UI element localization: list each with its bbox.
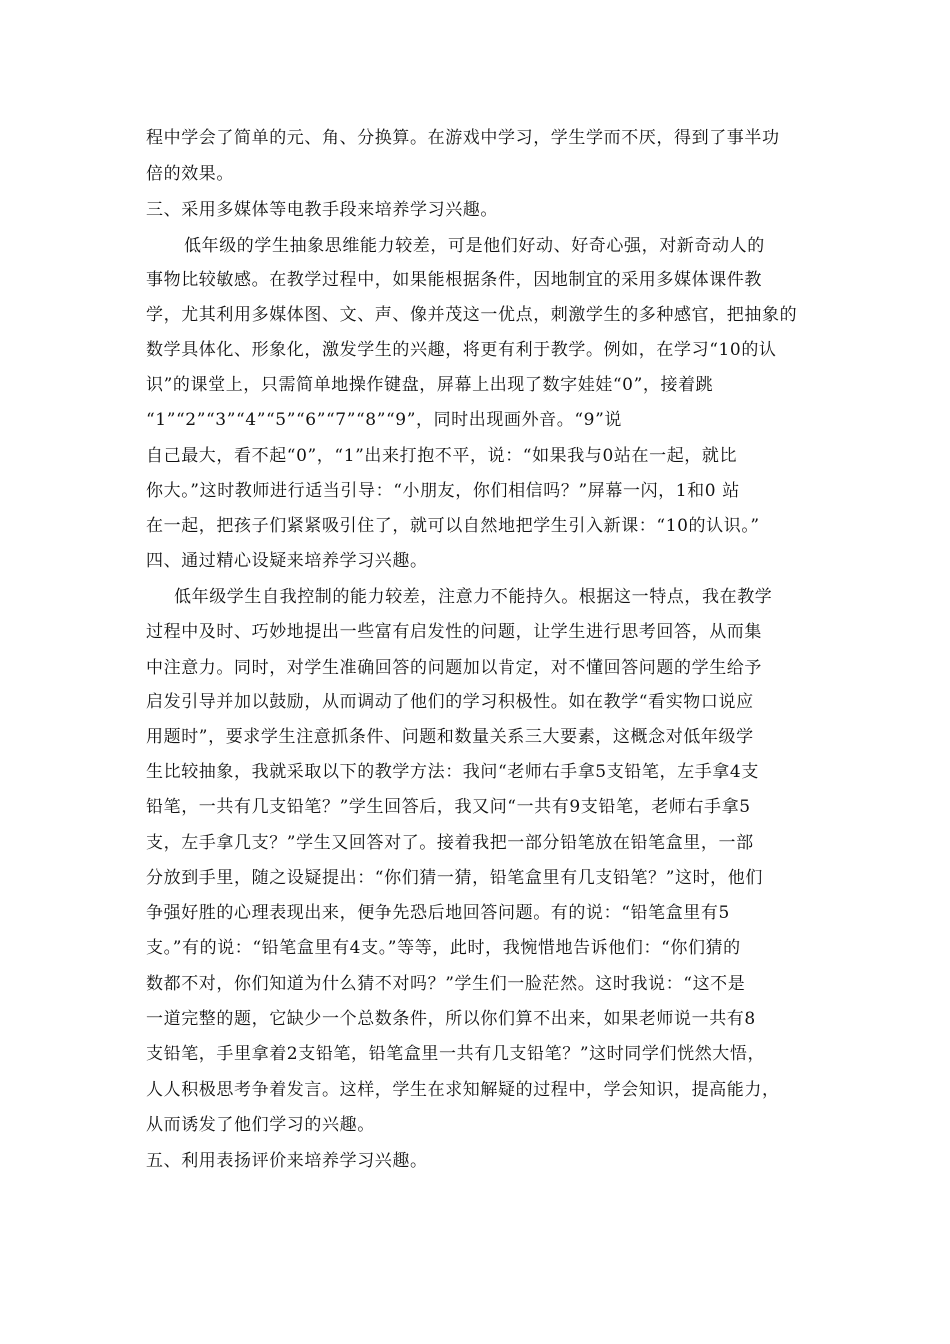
text-line: 识”的课堂上，只需简单地操作键盘，屏幕上出现了数字娃娃“0”，接着跳	[146, 375, 714, 395]
text-line: 倍的效果。	[146, 164, 234, 184]
section-heading-4: 四、通过精心设疑来培养学习兴趣。	[146, 551, 428, 571]
text-line: 从而诱发了他们学习的兴趣。	[146, 1115, 375, 1135]
text-line: 低年级学生自我控制的能力较差，注意力不能持久。根据这一特点，我在教学	[174, 587, 773, 607]
text-line: 启发引导并加以鼓励，从而调动了他们的学习积极性。如在教学“看实物口说应	[146, 692, 754, 712]
text-line: “1”“2”“3”“4”“5”“6”“7”“8”“9”，同时出现画外音。“9”说	[146, 410, 622, 430]
text-line: 铅笔，一共有几支铅笔？”学生回答后，我又问“一共有9支铅笔，老师右手拿5	[146, 797, 751, 817]
text-line: 生比较抽象，我就采取以下的教学方法：我问“老师右手拿5支铅笔，左手拿4支	[146, 762, 759, 782]
text-line: 支，左手拿几支？”学生又回答对了。接着我把一部分铅笔放在铅笔盒里，一部	[146, 833, 754, 853]
text-line: 事物比较敏感。在教学过程中，如果能根据条件，因地制宜的采用多媒体课件教	[146, 270, 762, 290]
text-line: 在一起，把孩子们紧紧吸引住了，就可以自然地把学生引入新课：“10的认识。”	[146, 516, 760, 536]
section-heading-3: 三、采用多媒体等电教手段来培养学习兴趣。	[146, 200, 498, 220]
text-line: 你大。”这时教师进行适当引导：“小朋友，你们相信吗？”屏幕一闪，1和0 站	[146, 481, 740, 501]
text-line: 人人积极思考争着发言。这样，学生在求知解疑的过程中，学会知识，提高能力，	[146, 1080, 780, 1100]
text-line: 支铅笔，手里拿着2支铅笔，铅笔盒里一共有几支铅笔？”这时同学们恍然大悟，	[146, 1044, 766, 1064]
text-line: 数学具体化、形象化，激发学生的兴趣，将更有利于教学。例如，在学习“10的认	[146, 340, 777, 360]
text-line: 一道完整的题，它缺少一个总数条件，所以你们算不出来，如果老师说一共有8	[146, 1009, 756, 1029]
text-line: 低年级的学生抽象思维能力较差，可是他们好动、好奇心强，对新奇动人的	[184, 236, 765, 256]
text-line: 中注意力。同时，对学生准确回答的问题加以肯定，对不懂回答问题的学生给予	[146, 658, 762, 678]
text-line: 支。”有的说：“铅笔盒里有4支。”等等，此时，我惋惜地告诉他们：“你们猜的	[146, 938, 741, 958]
text-line: 用题时”，要求学生注意抓条件、问题和数量关系三大要素，这概念对低年级学	[146, 727, 754, 747]
text-line: 争强好胜的心理表现出来，便争先恐后地回答问题。有的说：“铅笔盒里有5	[146, 903, 730, 923]
text-line: 分放到手里，随之设疑提出：“你们猜一猜，铅笔盒里有几支铅笔？”这时，他们	[146, 868, 763, 888]
text-line: 程中学会了简单的元、角、分换算。在游戏中学习，学生学而不厌，得到了事半功	[146, 128, 780, 148]
text-line: 过程中及时、巧妙地提出一些富有启发性的问题，让学生进行思考回答，从而集	[146, 622, 762, 642]
section-heading-5: 五、利用表扬评价来培养学习兴趣。	[146, 1151, 428, 1171]
text-line: 数都不对，你们知道为什么猜不对吗？”学生们一脸茫然。这时我说：“这不是	[146, 974, 746, 994]
text-line: 学，尤其利用多媒体图、文、声、像并茂这一优点，刺激学生的多种感官，把抽象的	[146, 305, 798, 325]
text-line: 自己最大，看不起“0”，“1”出来打抱不平，说：“如果我与0站在一起，就比	[146, 446, 738, 466]
